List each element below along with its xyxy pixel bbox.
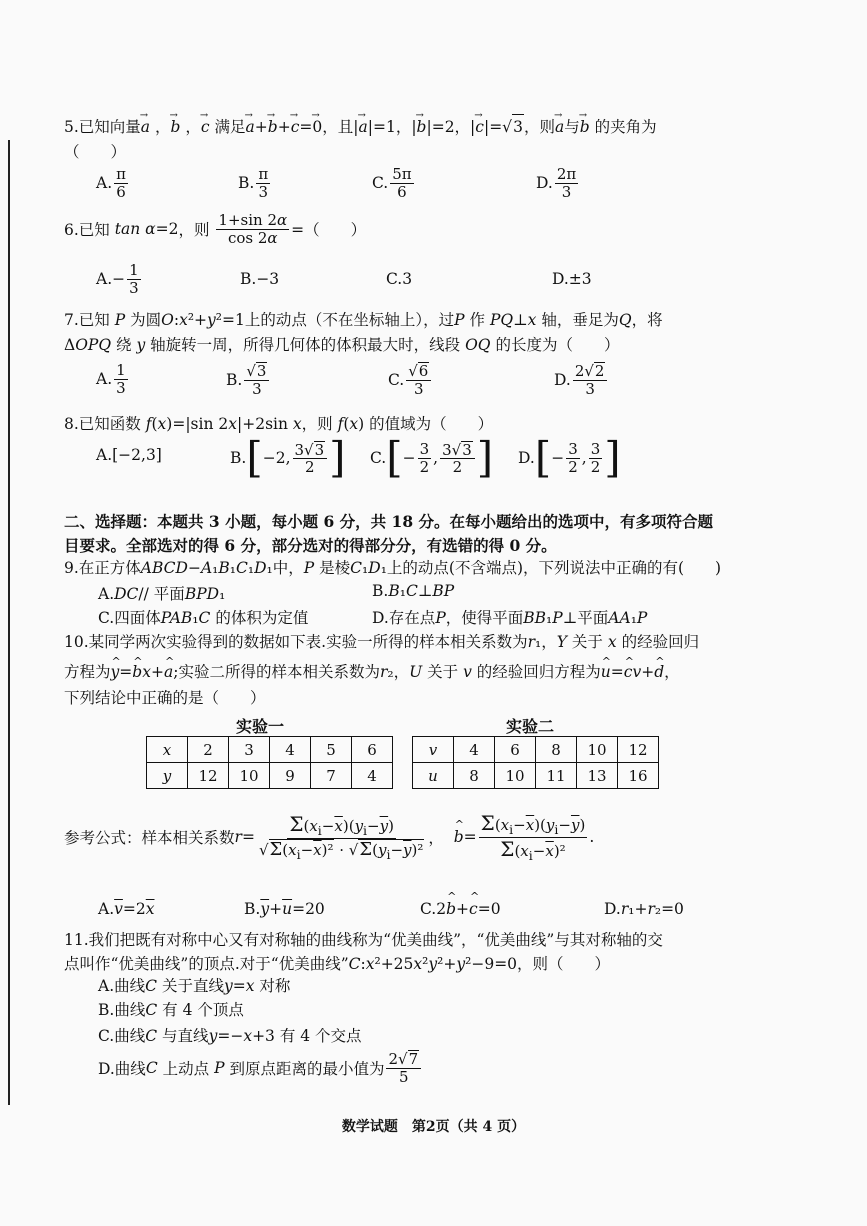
question-8-stem: 8.已知函数 f(x)=|sin 2x|+2sin x，则 f(x) 的值域为（ ） [64, 415, 494, 433]
table-cell: 10 [495, 763, 536, 789]
q6-option-d: D.±3 [552, 270, 592, 288]
section-2-line-2: 目要求。全部选对的得 6 分，部分选对的得部分分，有选错的得 0 分。 [64, 536, 557, 555]
question-9-stem: 9.在正方体ABCD−A₁B₁C₁D₁中，P 是棱C₁D₁上的动点(不含端点)，下列说法中正确的有( ) [64, 559, 722, 577]
question-11-line-1: 11.我们把既有对称中心又有对称轴的曲线称为“优美曲线”，“优美曲线”与其对称轴的交 [64, 931, 663, 949]
table-cell: 9 [270, 763, 311, 789]
table-cell: 16 [618, 763, 659, 789]
table-cell: x [147, 737, 188, 763]
table-cell: 10 [229, 763, 270, 789]
table-cell: 7 [311, 763, 352, 789]
table-cell: 4 [352, 763, 393, 789]
table-cell: v [413, 737, 454, 763]
q8-option-c: C. [ − $\frac{3}{2}$ , $\frac{3√3}{2}$ ] [370, 433, 494, 482]
table-cell: y [147, 763, 188, 789]
q9-option-d: D.存在点P，使得平面BB₁P⊥平面AA₁P [372, 609, 648, 627]
table-cell: 11 [536, 763, 577, 789]
q5-option-d: D. $\frac{2\pi}{3}$ [536, 165, 577, 201]
question-10-line-1: 10.某同学两次实验得到的数据如下表.实验一所得的样本相关系数为r₁，Y 关于 x 的经验回归 [64, 633, 700, 651]
q11-option-a: A.曲线C 关于直线y=x 对称 [98, 977, 291, 995]
table-cell: 6 [352, 737, 393, 763]
table-cell: 5 [311, 737, 352, 763]
page-footer: 数学试题 第2页（共 4 页） [341, 1119, 526, 1135]
table-cell: 8 [536, 737, 577, 763]
q9-option-c: C.四面体PAB₁C 的体积为定值 [98, 609, 309, 627]
q6-option-b: B.−3 [240, 270, 280, 288]
table-cell: u [413, 763, 454, 789]
table-cell: 4 [270, 737, 311, 763]
table-cell: 8 [454, 763, 495, 789]
table-cell: 13 [577, 763, 618, 789]
question-5-stem: 5.已知向量→ a ，→ b ，→ c 满足→ a+→ b+→ c=→ 0，且|→ a|=1，|→ b|=2，|→ c|=√3，则→ a与→ b 的夹角为 [64, 114, 657, 139]
table-row [413, 763, 659, 789]
question-10-line-3: 下列结论中正确的是（ ） [64, 689, 266, 707]
table-2-caption: 实验二 [506, 717, 555, 736]
table-cell: 3 [229, 737, 270, 763]
q9-option-b: B.B₁C⊥BP [372, 582, 455, 600]
q11-option-c: C.曲线C 与直线y=−x+3 有 4 个交点 [98, 1027, 362, 1045]
q11-option-d: D.曲线 C 上动点 P 到原点距离的最小值为 $\frac{2√7}{5}$ [98, 1050, 423, 1085]
q8-option-b: B. [ −2, $\frac{3√3}{2}$ ] [230, 433, 346, 482]
table-experiment-2 [412, 736, 659, 789]
table-cell: 12 [618, 737, 659, 763]
question-5-paren: （ ） [64, 143, 127, 161]
q11-option-b: B.曲线C 有 4 个顶点 [98, 1001, 244, 1019]
q10-option-c: C.2^ b+^ c=0 [420, 900, 501, 918]
table-row [147, 737, 393, 763]
table-cell: 12 [188, 763, 229, 789]
question-7-line-2: ΔOPQ 绕 y 轴旋转一周，所得几何体的体积最大时，线段 OQ 的长度为（ ） [64, 336, 620, 354]
table-cell: 4 [454, 737, 495, 763]
table-row [413, 737, 659, 763]
q5-option-a: A. $\frac{\pi}{6}$ [96, 165, 126, 201]
margin-line [8, 140, 10, 1105]
q6-option-c: C.3 [386, 270, 413, 288]
q7-option-b: B. $\frac{√3}{3}$ [226, 362, 271, 397]
table-row [147, 763, 393, 789]
q6-option-a: A. − $\frac{1}{3}$ [96, 261, 139, 297]
table-experiment-1 [146, 736, 393, 789]
q5-option-b: B. $\frac{\pi}{3}$ [238, 165, 269, 201]
question-11-line-2: 点叫作“优美曲线”的顶点.对于“优美曲线”C:x²+25x²y²+y²−9=0，则（ ） [64, 955, 611, 973]
q5-option-c: C. $\frac{5\pi}{6}$ [372, 165, 412, 201]
q7-option-c: C. $\frac{√6}{3}$ [388, 362, 433, 397]
q9-option-a: A.DC// 平面BPD₁ [98, 585, 226, 603]
q7-option-a: A. $\frac{1}{3}$ [96, 361, 126, 397]
question-10-line-2: 方程为^ y=^ bx+^ a;实验二所得的样本相关系数为r₂，U 关于 v 的经验回归方程为^ u=^ cv+^ d， [64, 660, 680, 684]
table-cell: 10 [577, 737, 618, 763]
reference-formula: 参考公式：样本相关系数 r = $\frac{\Sigma(x_i-\overline{x})(y_i-\overline{y})}{√\Sigma(x_i-\overline{x})^2 \cdot √\Sigma(y_i-\overline{y})^2}$ ， ^ b = $\frac{\Sigma(x_i-\overline{x})(y_i-\overline{y})}{\Sigma(x_i-\overline{x})^2}$ . [64, 812, 594, 863]
q10-option-d: D.r₁+r₂=0 [604, 900, 684, 918]
table-cell: 2 [188, 737, 229, 763]
q8-option-d: D. [ − $\frac{3}{2}$ , $\frac{3}{2}$ ] [518, 433, 621, 482]
q10-option-a: $A.\overline{v}=2\overline{x}$ [98, 900, 155, 918]
table-1-caption: 实验一 [236, 717, 285, 736]
table-cell: 6 [495, 737, 536, 763]
section-2-line-1: 二、选择题：本题共 3 小题，每小题 6 分，共 18 分。在每小题给出的选项中，有多项符合题 [64, 512, 714, 531]
question-7-line-1: 7.已知 P 为圆O:x²+y²=1上的动点（不在坐标轴上），过P 作 PQ⊥x 轴，垂足为Q，将 [64, 311, 663, 329]
q7-option-d: D. $\frac{2√2}{3}$ [554, 362, 609, 397]
q10-option-b: $B.\overline{y}+\overline{u}=20$ [244, 900, 325, 918]
q8-option-a: A. [−2,3] [96, 446, 162, 464]
question-6-stem: 6.已知 tan α =2 ，则 $\frac{1+\sin 2\alpha}{\cos 2\alpha}$ =（ ） [64, 211, 367, 247]
